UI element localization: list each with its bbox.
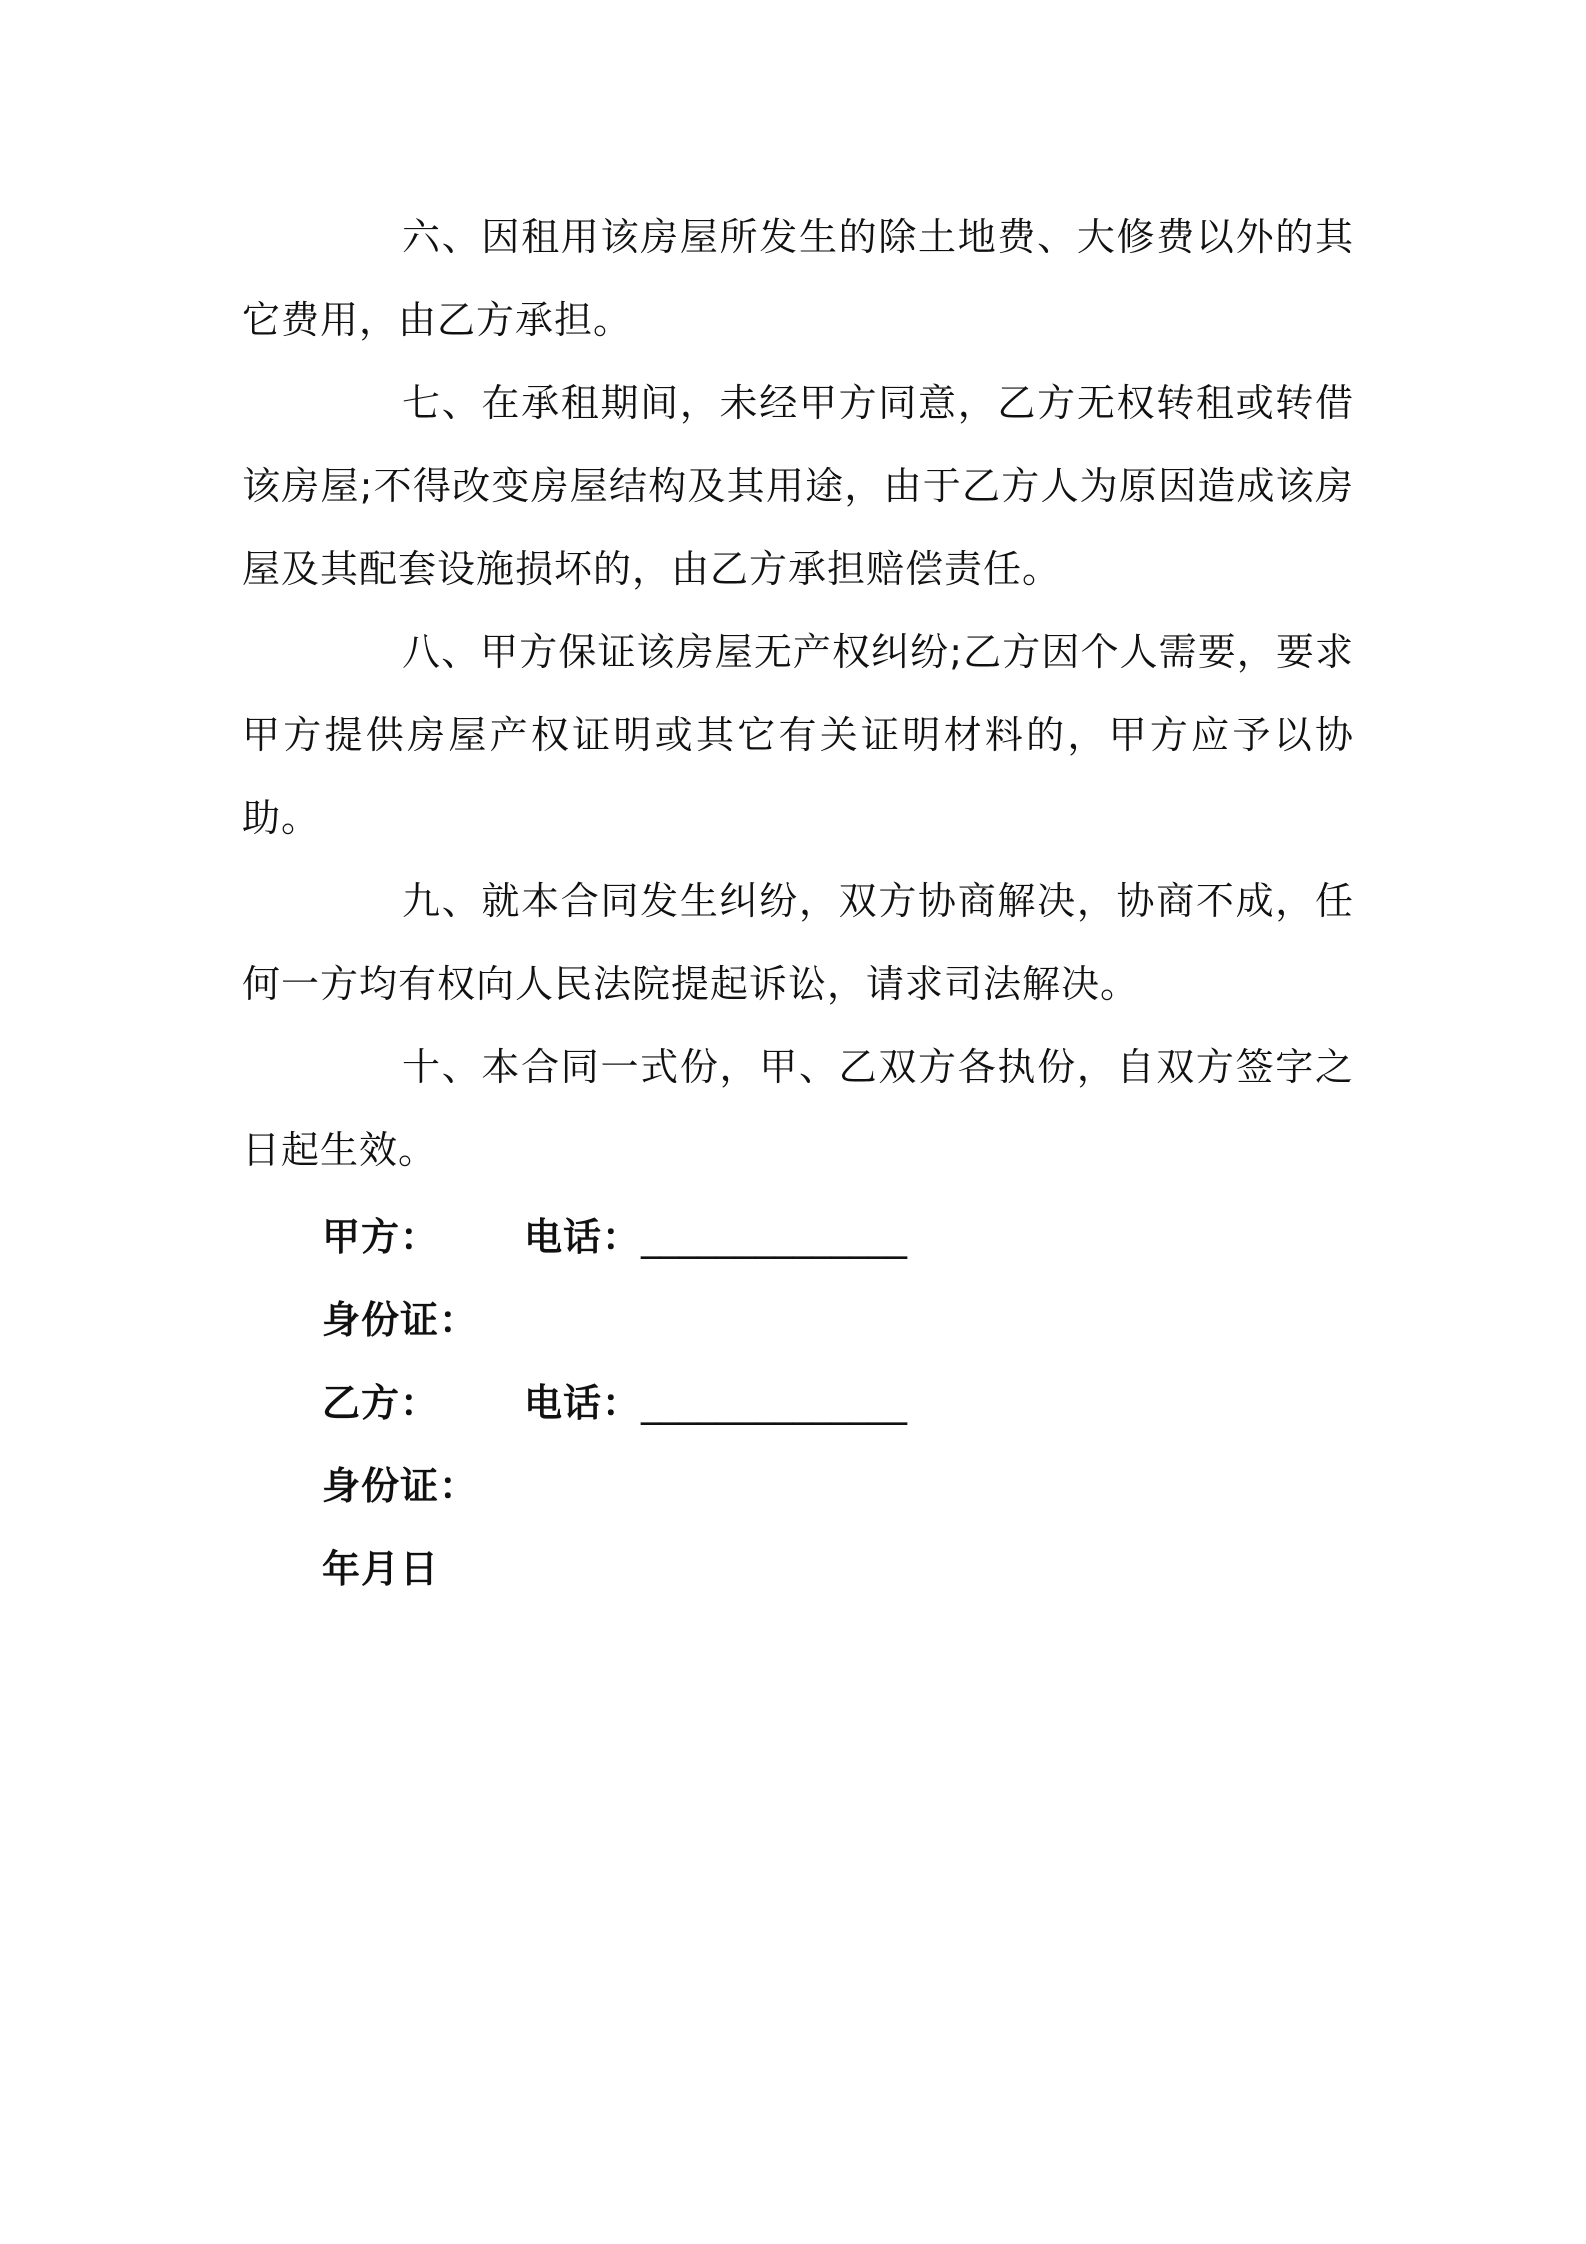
clause-6: 六、因租用该房屋所发生的除土地费、大修费以外的其它费用，由乙方承担。 (242, 215, 1354, 342)
party-a-phone-blank: ______________ (641, 1215, 908, 1259)
party-b-phone-blank: ______________ (641, 1381, 908, 1425)
clause-7: 七、在承租期间，未经甲方同意，乙方无权转租或转借该房屋;不得改变房屋结构及其用途，由于乙方人为原因造成该房屋及其配套设施损坏的，由乙方承担赔偿责任。 (242, 381, 1354, 591)
party-a-label: 甲方： (322, 1215, 440, 1259)
clause-8: 八、甲方保证该房屋无产权纠纷;乙方因个人需要，要求甲方提供房屋产权证明或其它有关证明材料的，甲方应予以协助。 (242, 630, 1354, 840)
clause-10: 十、本合同一式份，甲、乙双方各执份，自双方签字之日起生效。 (242, 1045, 1354, 1172)
date-label: 年月日 (322, 1547, 440, 1591)
contract-clauses (242, 196, 1354, 1192)
party-a-id-label: 身份证： (322, 1298, 479, 1342)
date-row (322, 1528, 907, 1611)
signature-block (322, 1196, 907, 1611)
party-b-id-row (322, 1445, 907, 1528)
party-b-id-label: 身份证： (322, 1464, 479, 1508)
party-a-id-row (322, 1279, 907, 1362)
clause-9: 九、就本合同发生纠纷，双方协商解决，协商不成，任何一方均有权向人民法院提起诉讼，请求司法解决。 (242, 879, 1354, 1006)
party-b-label: 乙方： (322, 1381, 440, 1425)
party-b-row (322, 1362, 907, 1445)
party-a-phone-label: 电话： (524, 1215, 642, 1259)
party-b-phone-label: 电话： (524, 1381, 642, 1425)
party-a-row (322, 1196, 907, 1279)
